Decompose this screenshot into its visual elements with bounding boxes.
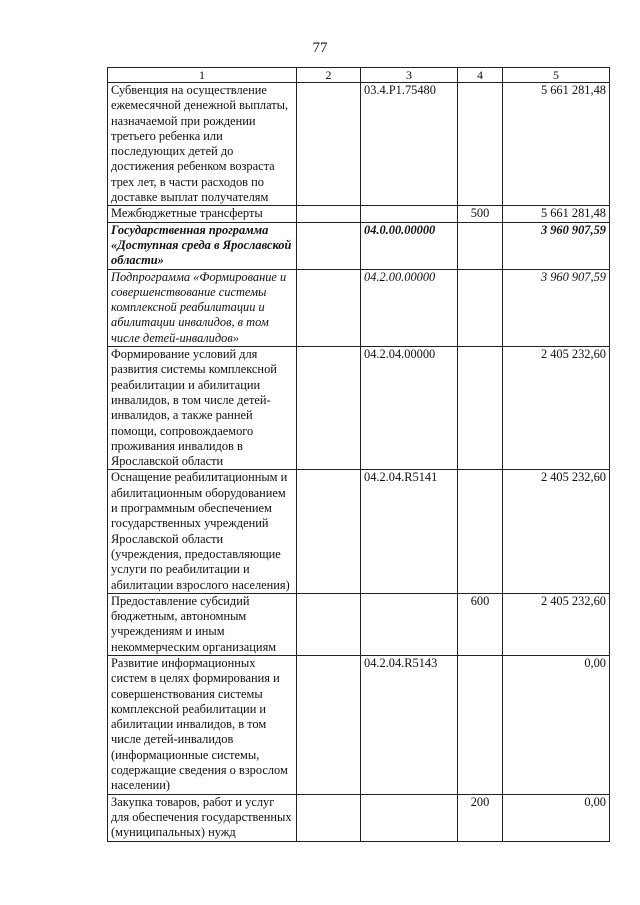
row-program-code: 04.0.00.00000 [361, 222, 458, 269]
row-name: Предоставление субсидий бюджетным, автономным учреждениям и иным некоммерческим организациям [108, 593, 297, 655]
row-expense-type [458, 83, 503, 206]
budget-table [107, 67, 610, 842]
row-ministry [297, 269, 361, 346]
table-header-row [108, 68, 610, 83]
column-header: 4 [458, 68, 503, 83]
column-header: 3 [361, 68, 458, 83]
row-name: Оснащение реабилитационным и абилитационным оборудованием и программным обеспечением государственных учреждений Ярославской области (учреждения, предоставляющие услуги по реабилитации и абилитации взрослого населения) [108, 470, 297, 593]
column-header: 1 [108, 68, 297, 83]
row-amount: 5 661 281,48 [503, 83, 610, 206]
row-program-code: 03.4.P1.75480 [361, 83, 458, 206]
row-program-code: 04.2.04.00000 [361, 347, 458, 470]
row-program-code: 04.2.00.00000 [361, 269, 458, 346]
row-amount: 2 405 232,60 [503, 347, 610, 470]
row-program-code: 04.2.04.R5143 [361, 655, 458, 794]
row-amount: 5 661 281,48 [503, 206, 610, 222]
table-row [108, 206, 610, 222]
row-amount: 2 405 232,60 [503, 593, 610, 655]
row-ministry [297, 206, 361, 222]
row-name: Государственная программа «Доступная среда в Ярославской области» [108, 222, 297, 269]
table-row [108, 655, 610, 794]
row-name: Формирование условий для развития системы комплексной реабилитации и абилитации инвалидов, в том числе детей-инвалидов, а также ранней помощи, сопровождаемого проживания инвалидов в Ярославской области [108, 347, 297, 470]
row-expense-type: 600 [458, 593, 503, 655]
row-program-code [361, 794, 458, 841]
row-expense-type [458, 222, 503, 269]
row-expense-type: 500 [458, 206, 503, 222]
table-row [108, 83, 610, 206]
row-amount: 3 960 907,59 [503, 222, 610, 269]
row-expense-type: 200 [458, 794, 503, 841]
row-ministry [297, 222, 361, 269]
row-amount: 3 960 907,59 [503, 269, 610, 346]
table-row [108, 470, 610, 593]
table-row [108, 794, 610, 841]
row-ministry [297, 470, 361, 593]
page-number: 77 [312, 40, 328, 56]
row-program-code: 04.2.04.R5141 [361, 470, 458, 593]
row-program-code [361, 206, 458, 222]
row-name: Закупка товаров, работ и услуг для обеспечения государственных (муниципальных) нужд [108, 794, 297, 841]
row-name: Подпрограмма «Формирование и совершенствование системы комплексной реабилитации и абилитации инвалидов, в том числе детей-инвалидов» [108, 269, 297, 346]
row-ministry [297, 83, 361, 206]
row-amount: 2 405 232,60 [503, 470, 610, 593]
row-name: Развитие информационных систем в целях формирования и совершенствования системы комплексной реабилитации и абилитации инвалидов, в том числе детей-инвалидов (информационные системы, содержащие сведения о взрослом населении) [108, 655, 297, 794]
column-header: 5 [503, 68, 610, 83]
row-expense-type [458, 655, 503, 794]
row-amount: 0,00 [503, 794, 610, 841]
row-ministry [297, 655, 361, 794]
row-expense-type [458, 269, 503, 346]
row-expense-type [458, 347, 503, 470]
table-row [108, 347, 610, 470]
row-ministry [297, 794, 361, 841]
row-program-code [361, 593, 458, 655]
row-expense-type [458, 470, 503, 593]
row-name: Межбюджетные трансферты [108, 206, 297, 222]
column-header: 2 [297, 68, 361, 83]
row-ministry [297, 593, 361, 655]
row-amount: 0,00 [503, 655, 610, 794]
row-ministry [297, 347, 361, 470]
row-name: Субвенция на осуществление ежемесячной денежной выплаты, назначаемой при рождении третьего ребенка или последующих детей до достижения ребенком возраста трех лет, в части расходов по доставке выплат получателям [108, 83, 297, 206]
table-row-subprogram [108, 269, 610, 346]
table-row-state-program [108, 222, 610, 269]
table-row [108, 593, 610, 655]
